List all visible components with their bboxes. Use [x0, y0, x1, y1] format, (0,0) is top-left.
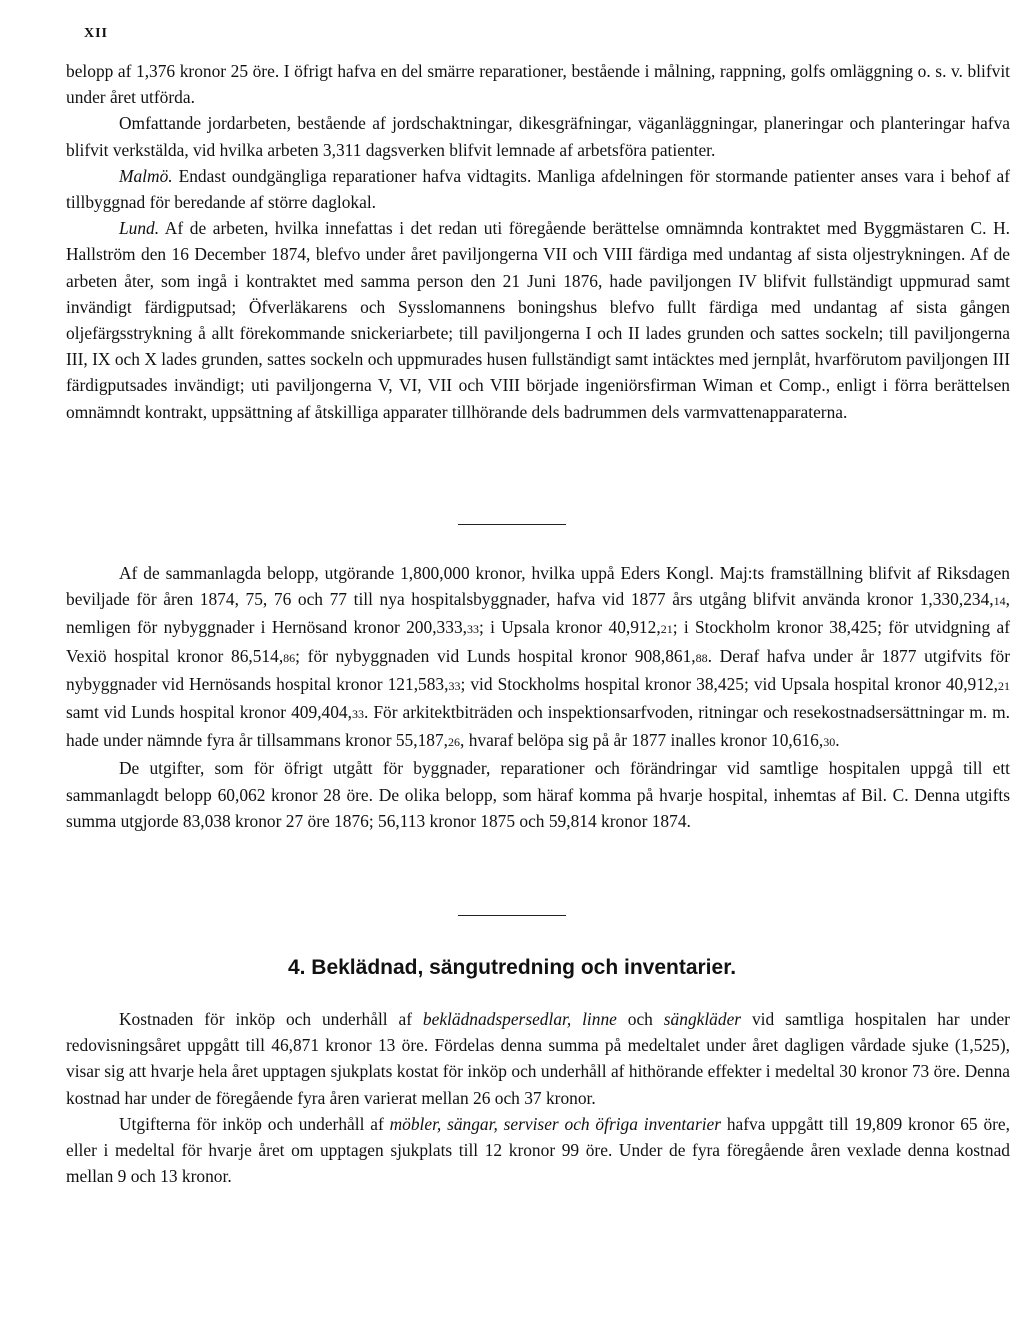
paragraph-malmo	[66, 163, 1010, 215]
divider-rule-2	[458, 915, 566, 916]
decimal-run: 21	[660, 622, 673, 637]
text-run: , nemligen för nybyggnader i Hernösand kronor 200,333,	[66, 589, 1010, 638]
place-lund: Lund.	[119, 218, 160, 239]
text-run: hafva uppgått till 19,809 kronor 65 öre, eller i medeltal för hvarje året om upptagen sjukplats till 12 kronor 99 öre. Under de fyra föregående åren vexlade denna kostnad mellan 9 och 13 kronor.	[66, 1113, 1010, 1187]
section-expenditure	[66, 560, 1010, 834]
decimal-run: 21	[998, 678, 1010, 693]
decimal-run: 14	[993, 594, 1006, 609]
divider-rule-1	[458, 524, 566, 525]
text-run: Kostnaden för inköp och underhåll af	[119, 1009, 423, 1029]
paragraph-clothing-costs	[66, 1006, 1010, 1111]
text-run: och	[616, 1009, 664, 1029]
section-heading: 4. Beklädnad, sängutredning och inventarier.	[287, 956, 737, 979]
decimal-run: 88	[695, 650, 708, 665]
decimal-run: 26	[448, 735, 460, 750]
text-run: samt vid Lunds hospital kronor 409,404,	[66, 702, 352, 723]
paragraph-other-expenses: De utgifter, som för öfrigt utgått för byggnader, reparationer och förändringar vid samtlige hospitalen uppgå till ett sammanlagdt belopp 60,062 kronor 28 öre. De olika belopp, som häraf komma på hvarje hospital, inhemtas af Bil. C. Denna utgifts summa utgjorde 83,038 kronor 27 öre 1876; 56,113 kronor 1875 och 59,814 kronor 1874.	[66, 758, 1010, 831]
lund-text: Af de arbeten, hvilka innefattas i det redan uti föregående berättelse omnämnda kontraktet med Byggmästaren C. H. Hallström den 16 December 1874, blefvo under året paviljongerna VII och VIII färdiga med undantag af sista oljestrykningen. Af de arbeten åter, som ingå i kontraktet med samma person den 21 Juni 1876, hade paviljongen IV blifvit fullständigt uppmurad samt invändigt färdigputsad; Öfverläkarens och Sysslomannens boningshus blefvo fullt färdiga med undantag af sista gången oljefärgsstrykning å allt förekommande snickeriarbete; till paviljongerna I och II lades grunden och sattes sockeln; till paviljongerna III, IX och X lades grunden, sattes sockeln och uppmurades husen fullständigt samt intäcktes med jernplåt, hvarförutom paviljongen III färdigputsades invändigt; uti paviljongerna V, VI, VII och VIII började ingeniörsfirman Wiman et Comp., enligt i förra berättelsen omnämndt kontrakt, uppsättning af åtskilliga apparater tillhörande dels badrummen dels varmvattenapparaterna.	[66, 218, 1010, 422]
text-run: .	[835, 730, 840, 751]
paragraph-total-budget	[66, 560, 1010, 755]
text-run: . Deraf hafva under år 1877 utgifvits för nybyggnader vid Hernösands hospital kronor 121,583,	[66, 645, 1010, 694]
decimal-run: 33	[448, 678, 461, 693]
page-number: XII	[84, 26, 109, 41]
italic-run: beklädnadspersedlar, linne	[422, 1009, 617, 1029]
text-run: ; i Upsala kronor 40,912,	[478, 617, 661, 638]
italic-run: sängkläder	[663, 1009, 742, 1029]
text-run: , hvaraf belöpa sig på år 1877 inalles kronor 10,616,	[460, 730, 824, 751]
text-run: . För arkitektbiträden och inspektionsarfvoden, ritningar och resekostnadsersättningar m. m. hade under nämnde fyra år tillsammans kronor 55,187,	[66, 702, 1010, 751]
text-run: Af de sammanlagda belopp, utgörande 1,800,000 kronor, hvilka uppå Eders Kongl. Maj:ts framställning blifvit af Riksdagen beviljade för åren 1874, 75, 76 och 77 till nya hospitalsbyggnader, hafva vid 1877 års utgång blifvit använda kronor 1,330,234,	[66, 563, 1010, 610]
text-run: ; i Stockholm kronor 38,425; för utvidgning af Vexiö hospital kronor 86,514,	[66, 617, 1010, 666]
section-clothing	[66, 1006, 1010, 1189]
decimal-run: 86	[283, 650, 296, 665]
malmo-text: Endast oundgängliga reparationer hafva vidtagits. Manliga afdelningen för stormande patienter anses vara i behof af tillbyggnad för beredande af större daglokal.	[66, 165, 1010, 213]
decimal-run: 33	[351, 707, 364, 722]
paragraph-furniture-costs	[66, 1111, 1010, 1190]
paragraph-repairs: belopp af 1,376 kronor 25 öre. I öfrigt hafva en del smärre reparationer, bestående i målning, rappning, golfs omläggning o. s. v. blifvit under året utförda.	[66, 61, 1010, 108]
decimal-run: 33	[466, 622, 479, 637]
text-run: Utgifterna för inköp och underhåll af	[119, 1113, 390, 1134]
text-run: ; vid Stockholms hospital kronor 38,425; vid Upsala hospital kronor 40,912,	[460, 673, 998, 694]
paragraph-lund	[66, 215, 1010, 425]
place-malmo: Malmö.	[119, 165, 173, 186]
paragraph-earthworks: Omfattande jordarbeten, bestående af jordschaktningar, dikesgräfningar, väganläggningar, planeringar och planteringar hafva blifvit verkstälda, vid hvilka arbeten 3,311 dagsverken blifvit lemnade af arbetsföra patienter.	[66, 113, 1010, 160]
section-building-works	[66, 58, 1010, 425]
text-run: ; för nybyggnaden vid Lunds hospital kronor 908,861,	[295, 645, 696, 666]
text-run: vid samtliga hospitalen har under redovisningsåret uppgått till 46,871 kronor 13 öre. Fördelas denna summa på medeltalet under året dagligen vårdade sjuke (1,525), visar sig att hvarje hela året upptagen sjukplats kostat för inköp och underhåll af hithörande effekter i medeltal 30 kronor 73 öre. Denna kostnad har under de föregående fyra åren varierat mellan 26 och 37 kronor.	[66, 1009, 1010, 1108]
italic-run: möbler, sängar, serviser och öfriga inventarier	[389, 1113, 722, 1134]
decimal-run: 30	[823, 735, 836, 750]
